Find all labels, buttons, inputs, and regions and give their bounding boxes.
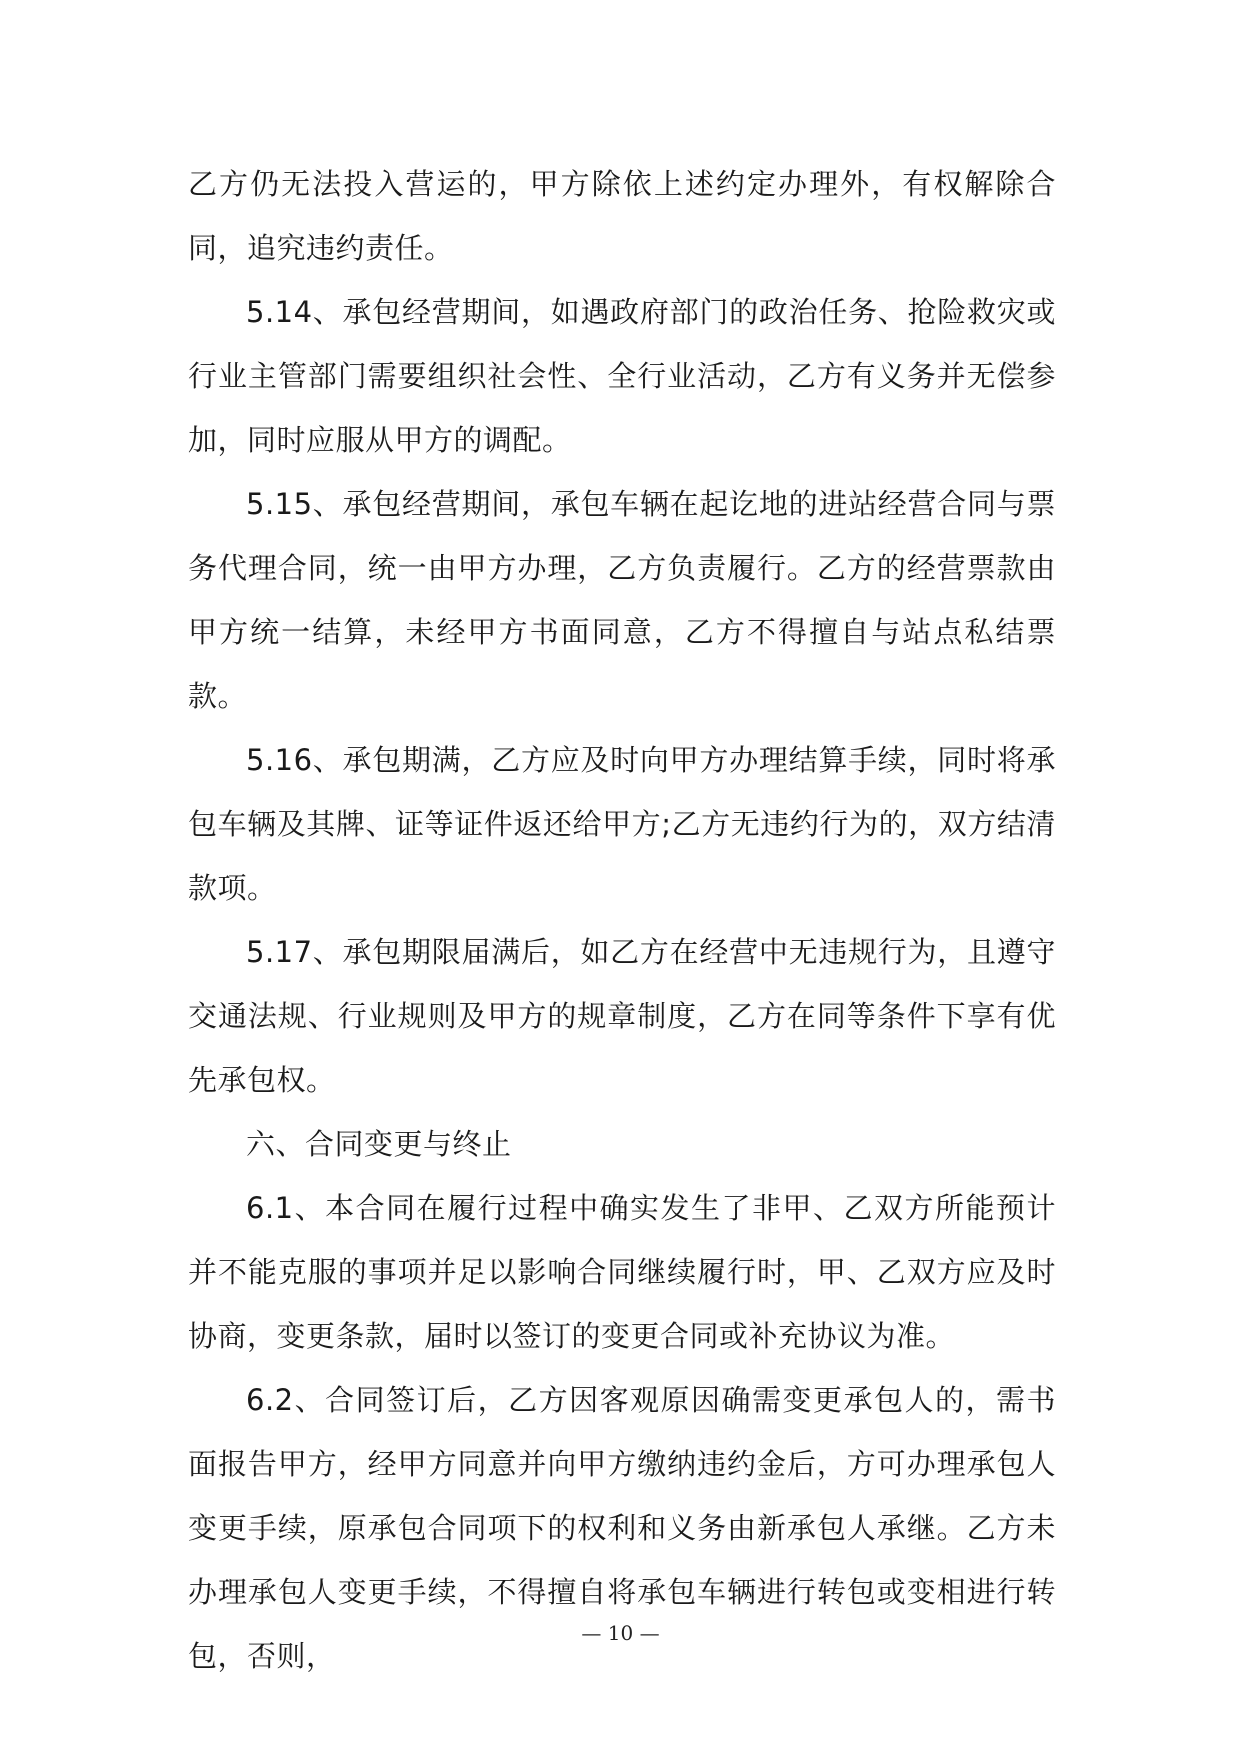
paragraph-clause-6-2: 6.2、合同签订后，乙方因客观原因确需变更承包人的，需书面报告甲方，经甲方同意并向甲方缴纳违约金后，方可办理承包人变更手续，原承包合同项下的权利和义务由新承包人承继。乙方未办理承包人变更手续，不得擅自将承包车辆进行转包或变相进行转包，否则， xyxy=(188,1383,1056,1673)
paragraph-clause-5-15: 5.15、承包经营期间，承包车辆在起讫地的进站经营合同与票务代理合同，统一由甲方办理，乙方负责履行。乙方的经营票款由甲方统一结算，未经甲方书面同意，乙方不得擅自与站点私结票款。 xyxy=(188,487,1056,713)
paragraph-clause-5-14: 5.14、承包经营期间，如遇政府部门的政治任务、抢险救灾或行业主管部门需要组织社会性、全行业活动，乙方有义务并无偿参加，同时应服从甲方的调配。 xyxy=(188,295,1056,457)
paragraph-clause-6-1: 6.1、本合同在履行过程中确实发生了非甲、乙双方所能预计并不能克服的事项并足以影响合同继续履行时，甲、乙双方应及时协商，变更条款，届时以签订的变更合同或补充协议为准。 xyxy=(188,1191,1056,1353)
document-body xyxy=(188,152,1056,1688)
page-number: — 10 — xyxy=(581,1621,660,1645)
section-heading-6: 六、合同变更与终止 xyxy=(246,1127,512,1161)
paragraph-continuation: 乙方仍无法投入营运的，甲方除依上述约定办理外，有权解除合同，追究违约责任。 xyxy=(188,167,1056,265)
paragraph-clause-5-16: 5.16、承包期满，乙方应及时向甲方办理结算手续，同时将承包车辆及其牌、证等证件返还给甲方;乙方无违约行为的，双方结清款项。 xyxy=(188,743,1056,905)
paragraph-clause-5-17: 5.17、承包期限届满后，如乙方在经营中无违规行为，且遵守交通法规、行业规则及甲方的规章制度，乙方在同等条件下享有优先承包权。 xyxy=(188,935,1056,1097)
